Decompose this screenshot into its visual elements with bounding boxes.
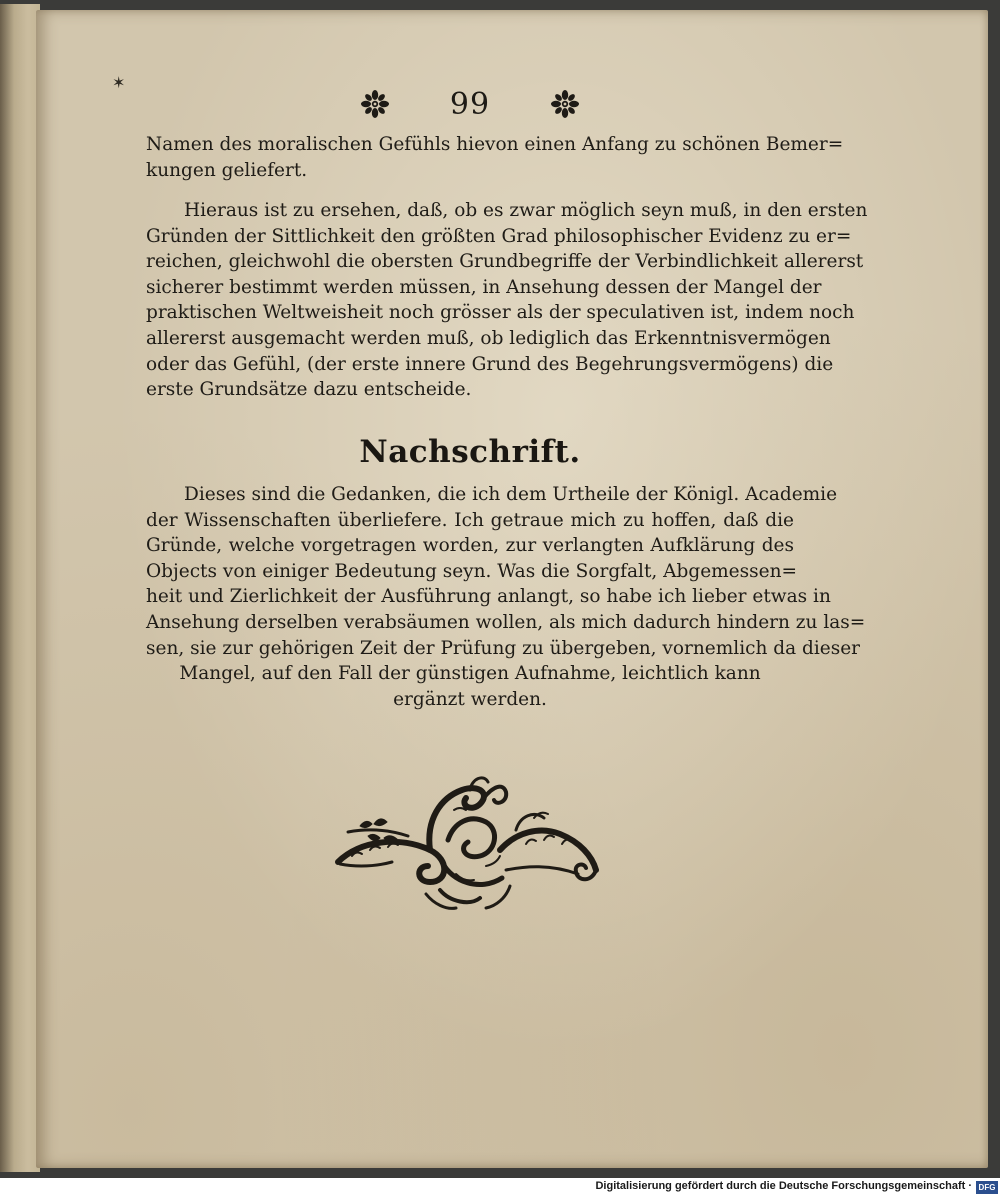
text-line: kungen geliefert. (146, 159, 308, 181)
fleuron-icon (360, 89, 390, 119)
text-line: sen, sie zur gehörigen Zeit der Prüfung zu übergeben, vornemlich da dieser (146, 637, 861, 659)
text-line: Objects von einiger Bedeutung seyn. Was die Sorgfalt, Abgemessen= (146, 560, 797, 582)
page-edge (0, 4, 40, 1172)
text-line: heit und Zierlichkeit der Ausführung anlangt, so habe ich lieber etwas in (146, 586, 831, 608)
section-heading: Nachschrift. (359, 434, 581, 470)
rococo-vignette-icon (330, 770, 605, 915)
text-line: praktischen Weltweisheit noch grösser als der speculativen ist, indem noch (146, 302, 855, 324)
text-line: reichen, gleichwohl die obersten Grundbegriffe der Verbindlichkeit allererst (146, 251, 864, 273)
paragraph-continuation (146, 132, 844, 183)
text-line: sicherer bestimmt werden müssen, in Ansehung dessen der Mangel der (146, 276, 822, 298)
footer-bar (0, 1178, 1000, 1197)
text-line: Gründen der Sittlichkeit den größten Grad philosophischer Evidenz zu er= (146, 225, 852, 247)
text-line: erste Grundsätze dazu entscheide. (146, 379, 472, 401)
text-line: ergänzt werden. (393, 688, 547, 710)
ink-speck: ✶ (112, 73, 126, 92)
dfg-logo: DFG (976, 1181, 998, 1194)
page-number: 99 (449, 86, 491, 122)
text-line: Namen des moralischen Gefühls hievon einen Anfang zu schönen Bemer= (146, 134, 844, 155)
page-header (360, 84, 580, 124)
text-line: der Wissenschaften überliefere. Ich getraue mich zu hoffen, daß die (146, 509, 794, 531)
text-line: oder das Gefühl, (der erste innere Grund des Begehrungsvermögens) die (146, 353, 834, 375)
text-line: Hieraus ist zu ersehen, daß, ob es zwar möglich seyn muß, in den ersten (184, 200, 868, 221)
paragraph (146, 198, 868, 403)
text-line: Dieses sind die Gedanken, die ich dem Urtheile der Königl. Academie (184, 484, 838, 505)
text-line: allererst ausgemacht werden muß, ob lediglich das Erkenntnisvermögen (146, 327, 831, 349)
text-line: Mangel, auf den Fall der günstigen Aufnahme, leichtlich kann (179, 663, 761, 685)
fleuron-icon (550, 89, 580, 119)
text-line: Gründe, welche vorgetragen worden, zur verlangten Aufklärung des (146, 535, 794, 557)
paragraph (146, 482, 866, 712)
text-line: Ansehung derselben verabsäumen wollen, als mich dadurch hindern zu las= (146, 611, 866, 633)
digitization-credit: Digitalisierung gefördert durch die Deutsche Forschungsgemeinschaft · (595, 1180, 972, 1192)
